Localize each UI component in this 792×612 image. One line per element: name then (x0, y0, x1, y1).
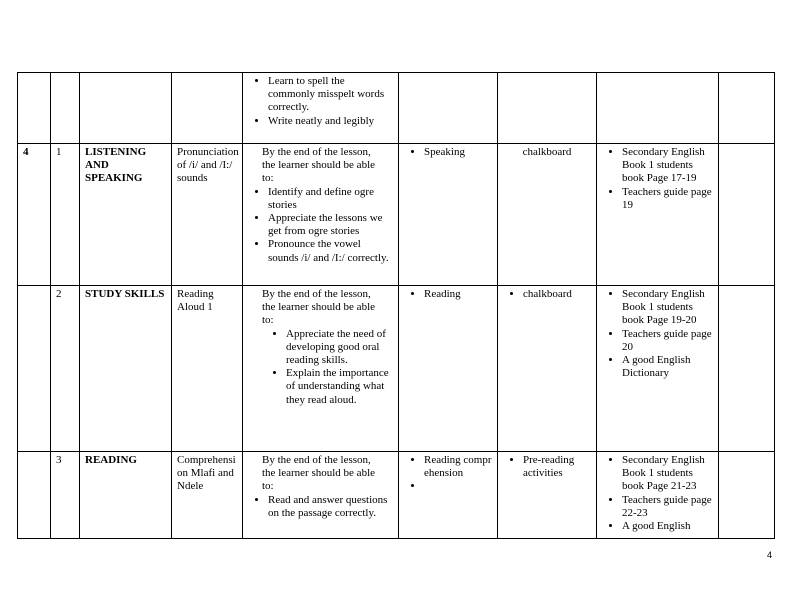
reference-item: • Secondary English Book 1 students book Page 21-23 (622, 454, 713, 494)
activity-item (424, 480, 492, 493)
objective-item: • Appreciate the need of developing good oral reading skills. (286, 328, 393, 368)
activity-item: • Speaking (424, 146, 492, 159)
objective-item: • Identify and define ogre stories (268, 186, 393, 212)
activities-cell (399, 144, 498, 286)
objective-item: • Learn to spell the commonly misspelt words correctly. (268, 75, 393, 115)
subtopic-cell: Comprehension Mlafi and Ndele (172, 452, 243, 539)
objective-item: • Pronounce the vowel sounds /i/ and /I:/ correctly. (268, 238, 393, 264)
lesson-cell (51, 73, 80, 144)
objectives-cell (243, 286, 399, 452)
resource-item: • chalkboard (523, 288, 591, 301)
week-cell (18, 73, 51, 144)
lesson-cell: 1 (51, 144, 80, 286)
resources-cell (498, 286, 597, 452)
topic-cell: READING (80, 452, 172, 539)
lesson-cell: 3 (51, 452, 80, 539)
remarks-cell (719, 144, 775, 286)
table-row (18, 452, 775, 539)
subtopic-cell: Reading Aloud 1 (172, 286, 243, 452)
remarks-cell (719, 73, 775, 144)
scheme-of-work-table (17, 72, 775, 539)
reference-item: • A good English Dictionary (622, 354, 713, 380)
references-cell (597, 286, 719, 452)
reference-item: • A good English (622, 520, 713, 533)
references-cell (597, 73, 719, 144)
objective-item: • Appreciate the lessons we get from ogre stories (268, 212, 393, 238)
objective-item: • Write neatly and legibly (268, 115, 393, 128)
week-cell (18, 452, 51, 539)
objectives-intro: By the end of the lesson, the learner should be able to: (262, 146, 376, 185)
objectives-cell (243, 144, 399, 286)
lesson-cell: 2 (51, 286, 80, 452)
resource-item: • Pre-reading activities (523, 454, 591, 480)
resources-cell: chalkboard (498, 144, 597, 286)
reference-item: • Teachers guide page 19 (622, 186, 713, 212)
topic-cell: STUDY SKILLS (80, 286, 172, 452)
activities-cell (399, 286, 498, 452)
page-number: 4 (767, 550, 773, 560)
topic-cell (80, 73, 172, 144)
reference-item: • Secondary English Book 1 students book Page 19-20 (622, 288, 713, 328)
objectives-intro: By the end of the lesson, the learner should be able to: (262, 454, 376, 493)
topic-cell: LISTENING AND SPEAKING (80, 144, 172, 286)
subtopic-cell (172, 73, 243, 144)
resources-cell (498, 73, 597, 144)
objective-item: • Explain the importance of understanding what they read aloud. (286, 367, 393, 407)
table-row (18, 73, 775, 144)
references-cell (597, 452, 719, 539)
activity-item: • Reading (424, 288, 492, 301)
objectives-cell (243, 73, 399, 144)
reference-item: • Teachers guide page 20 (622, 328, 713, 354)
table-row (18, 286, 775, 452)
reference-item: • Teachers guide page 22-23 (622, 494, 713, 520)
table-row (18, 144, 775, 286)
remarks-cell (719, 452, 775, 539)
references-cell (597, 144, 719, 286)
objectives-cell (243, 452, 399, 539)
activities-cell (399, 73, 498, 144)
resources-cell (498, 452, 597, 539)
remarks-cell (719, 286, 775, 452)
subtopic-cell: Pronunciation of /i/ and /I:/ sounds (172, 144, 243, 286)
objectives-intro: By the end of the lesson, the learner should be able to: (262, 288, 376, 327)
reference-item: • Secondary English Book 1 students book Page 17-19 (622, 146, 713, 186)
objective-item: • Read and answer questions on the passage correctly. (268, 494, 393, 520)
activity-item: • Reading comprehension (424, 454, 492, 480)
activities-cell (399, 452, 498, 539)
week-cell: 4 (18, 144, 51, 286)
week-cell (18, 286, 51, 452)
